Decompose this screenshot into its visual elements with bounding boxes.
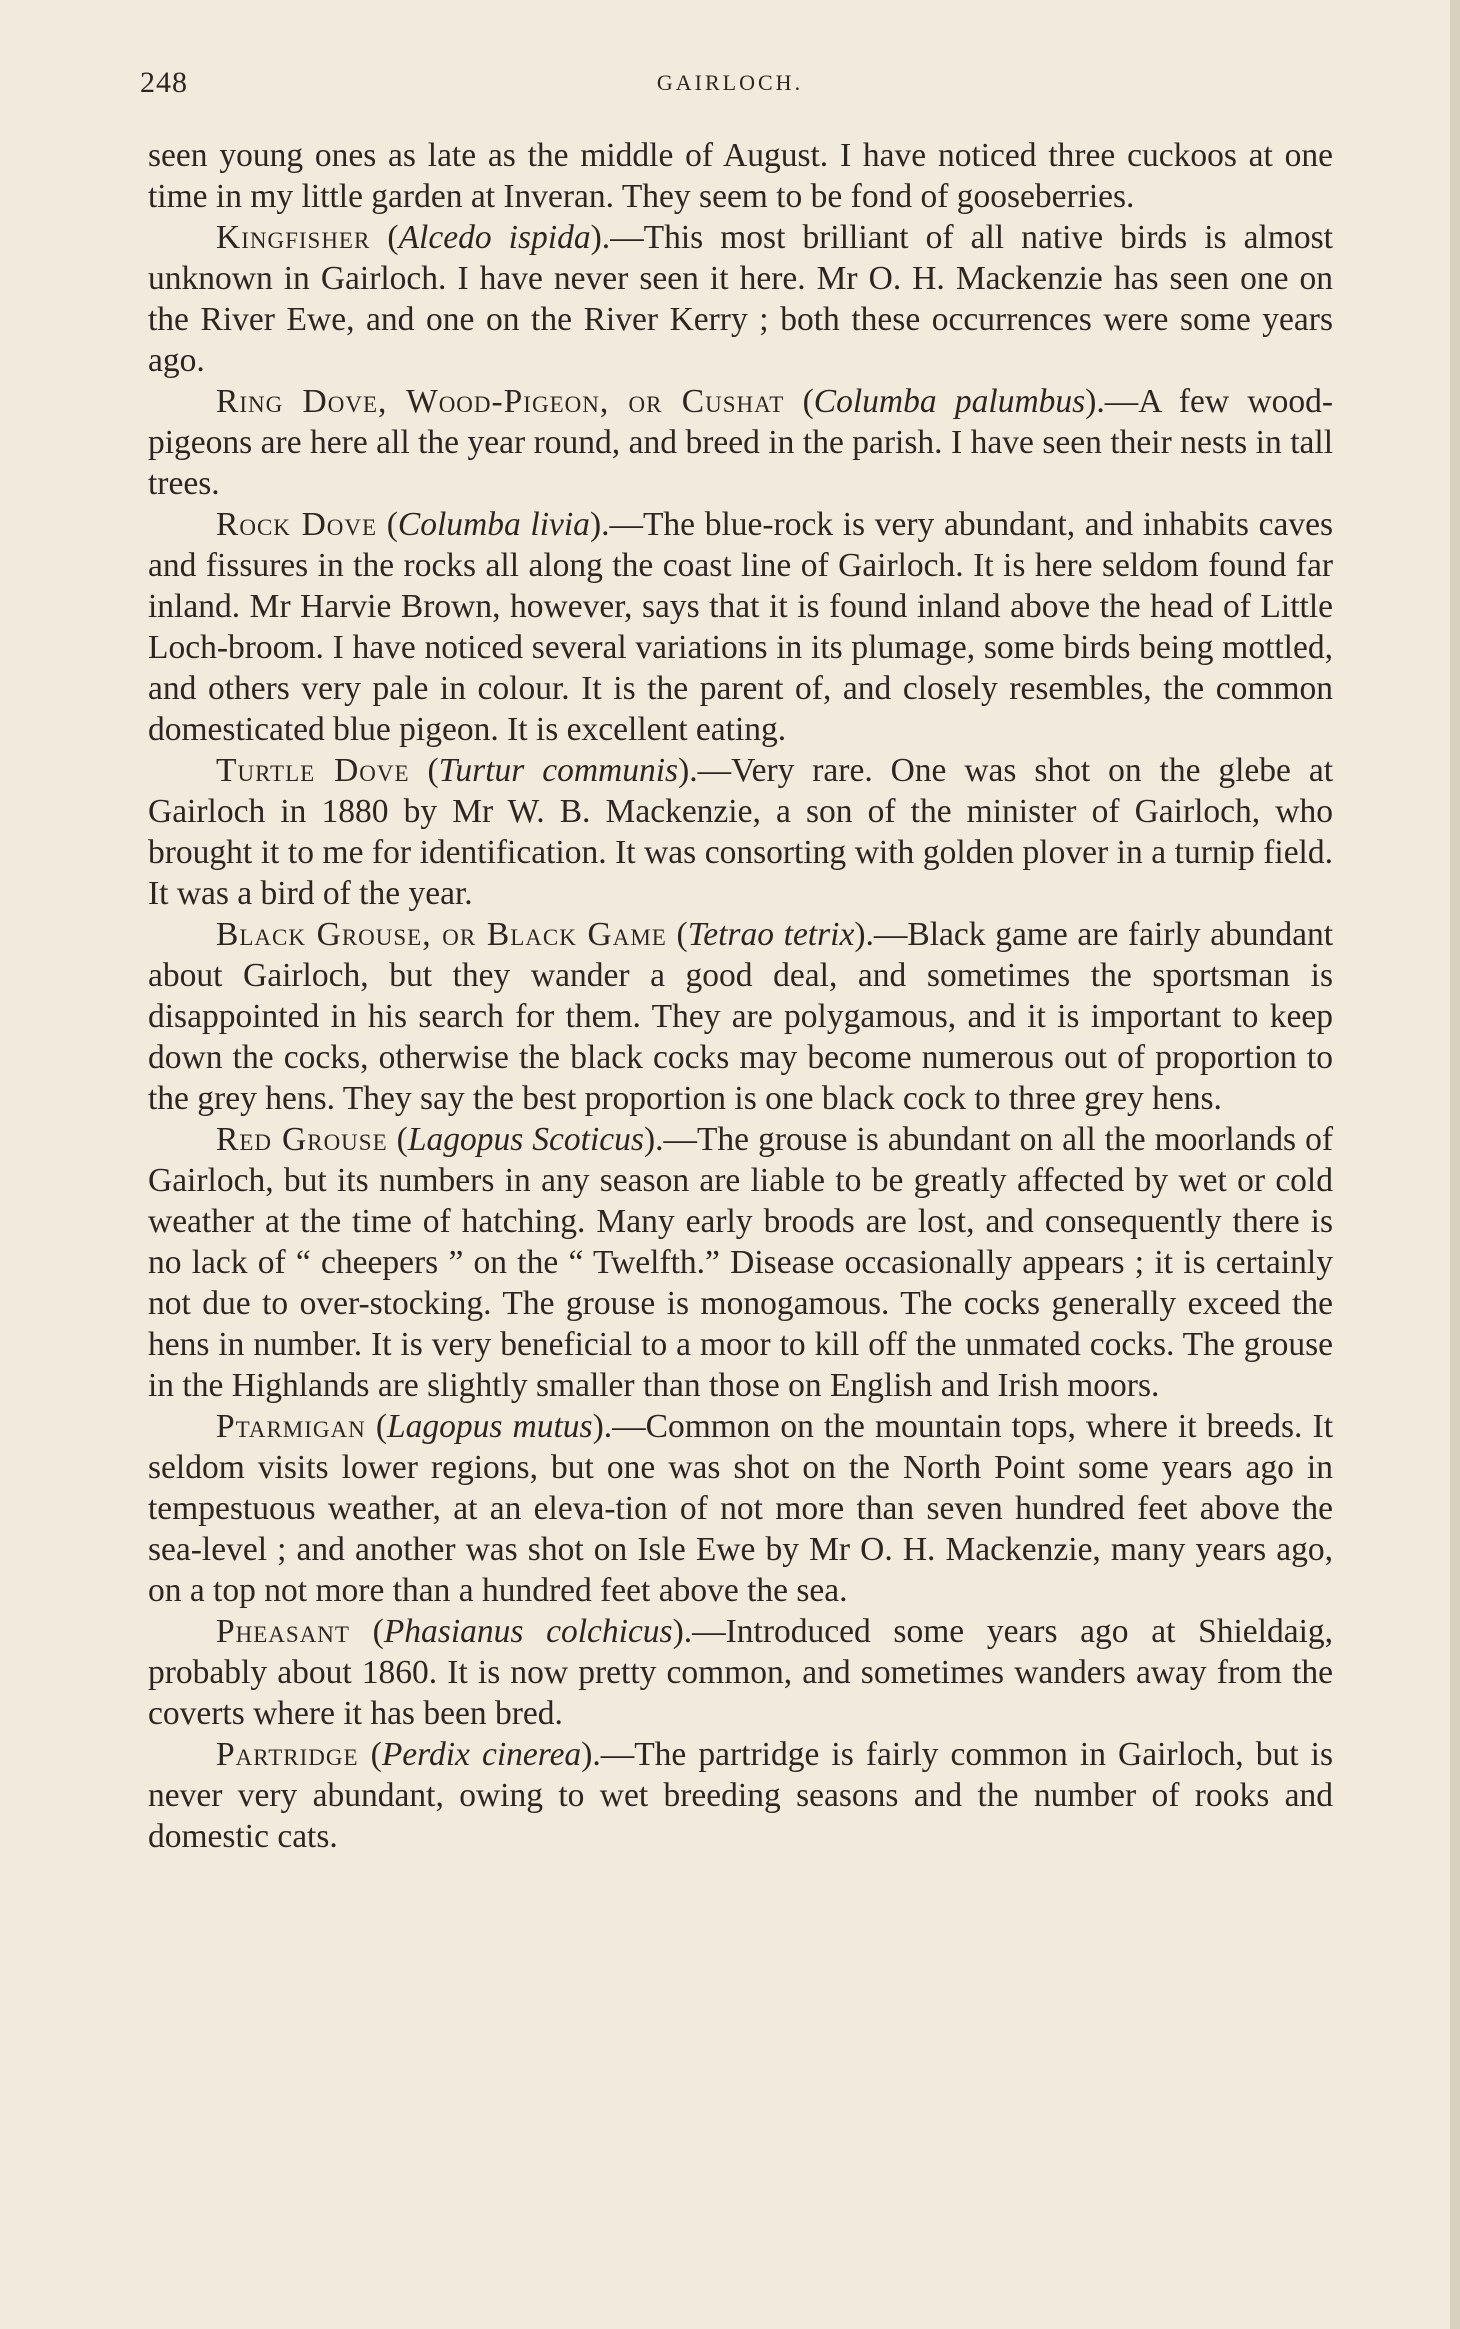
page-edge-shadow: [1450, 0, 1460, 2329]
latin-name: Columba palumbus: [813, 383, 1086, 420]
species-name: Ring Dove, Wood-Pigeon, or Cushat: [216, 383, 785, 420]
latin-name: Lagopus mutus: [387, 1408, 593, 1445]
species-name: Kingfisher: [216, 219, 371, 256]
paragraph-ring-dove: Ring Dove, Wood-Pigeon, or Cushat (Columba palumbus).—A few wood-pigeons are here all the year round, and breed in the parish. I have seen their nests in tall trees.: [148, 383, 1333, 502]
latin-name: Phasianus colchicus: [383, 1613, 673, 1650]
paragraph-text: —Introduced some years ago at Shieldaig, probably about 1860. It is now pretty common, and sometimes wanders away from the coverts where it has been bred.: [148, 1613, 1334, 1732]
latin-name: Turtur communis: [438, 752, 679, 789]
species-name: Partridge: [216, 1736, 359, 1773]
page-header: [0, 66, 1460, 106]
paragraph-black-grouse: Black Grouse, or Black Game (Tetrao tetrix).—Black game are fairly abundant about Gairloch, but they wander a good deal, and sometimes the sportsman is disappointed in his search for them. They are polygamous, and it is important to keep down the cocks, otherwise the black cocks may become numerous out of proportion to the grey hens. They say the best proportion is one black cock to three grey hens.: [148, 916, 1334, 1117]
species-name: Rock Dove: [216, 506, 378, 543]
paragraph-text: —Very rare. One was shot on the glebe at Gairloch in 1880 by Mr W. B. Mackenzie, a son of the minister of Gairloch, who brought it to me for identification. It was consorting with golden plover in a turnip field. It was a bird of the year.: [148, 752, 1333, 912]
paragraph-kingfisher: Kingfisher (Alcedo ispida).—This most brilliant of all native birds is almost unknown in Gairloch. I have never seen it here. Mr O. H. Mackenzie has seen one on the River Ewe, and one on the River Kerry ; both these occurrences were some years ago.: [148, 219, 1333, 379]
running-head: GAIRLOCH.: [656, 70, 804, 95]
paragraph-turtle-dove: Turtle Dove (Turtur communis).—Very rare. One was shot on the glebe at Gairloch in 1880 by Mr W. B. Mackenzie, a son of the minister of Gairloch, who brought it to me for identification. It was consorting with golden plover in a turnip field. It was a bird of the year.: [148, 752, 1333, 912]
paragraph-text: —This most brilliant of all native birds is almost unknown in Gairloch. I have never seen it here. Mr O. H. Mackenzie has seen one on the River Ewe, and one on the River Kerry ; both these occurrences were some years ago.: [148, 219, 1333, 379]
paragraph-red-grouse: Red Grouse (Lagopus Scoticus).—The grouse is abundant on all the moorlands of Gairloch, but its numbers in any season are liable to be greatly affected by wet or cold weather at the time of hatching. Many early broods are lost, and consequently there is no lack of “ cheepers ” on the “ Twelfth.” Disease occasionally appears ; it is certainly not due to over-stocking. The grouse is monogamous. The cocks generally exceed the hens in number. It is very beneficial to a moor to kill off the unmated cocks. The grouse in the Highlands are slightly smaller than those on English and Irish moors.: [148, 1121, 1334, 1404]
latin-name: Perdix cinerea: [381, 1736, 582, 1773]
paragraph-text: —A few wood-pigeons are here all the year round, and breed in the parish. I have seen their nests in tall trees.: [148, 383, 1333, 502]
paragraph-cuckoo-continued: [148, 135, 1333, 217]
body-text: [148, 135, 1333, 1857]
species-name: Pheasant: [216, 1613, 350, 1650]
paragraph-text: —The blue-rock is very abundant, and inhabits caves and fissures in the rocks all along the coast line of Gairloch. It is here seldom found far inland. Mr Harvie Brown, however, says that it is found inland above the head of Little Loch-broom. I have noticed several variations in its plumage, some birds being mottled, and others very pale in colour. It is the parent of, and closely resembles, the common domesticated blue pigeon. It is excellent eating.: [148, 506, 1333, 748]
latin-name: Alcedo ispida: [398, 219, 591, 256]
page-number: 248: [140, 66, 188, 99]
paragraph-partridge: Partridge (Perdix cinerea).—The partridge is fairly common in Gairloch, but is never very abundant, owing to wet breeding seasons and the number of rooks and domestic cats.: [148, 1736, 1334, 1855]
paragraph-ptarmigan: Ptarmigan (Lagopus mutus).—Common on the mountain tops, where it breeds. It seldom visits lower regions, but one was shot on the North Point some years ago in tempestuous weather, at an eleva-tion of not more than seven hundred feet above the sea-level ; and another was shot on Isle Ewe by Mr O. H. Mackenzie, many years ago, on a top not more than a hundred feet above the sea.: [148, 1408, 1333, 1609]
paragraph-text: —Common on the mountain tops, where it breeds. It seldom visits lower regions, but one was shot on the North Point some years ago in tempestuous weather, at an eleva-tion of not more than seven hundred feet above the sea-level ; and another was shot on Isle Ewe by Mr O. H. Mackenzie, many years ago, on a top not more than a hundred feet above the sea.: [148, 1408, 1333, 1609]
species-name: Ptarmigan: [216, 1408, 366, 1445]
species-name: Turtle Dove: [216, 752, 410, 789]
latin-name: Columba livia: [397, 506, 590, 543]
latin-name: Tetrao tetrix: [687, 916, 855, 953]
latin-name: Lagopus Scoticus: [407, 1121, 644, 1158]
paragraph-text: seen young ones as late as the middle of August. I have noticed three cuckoos at one time in my little garden at Inveran. They seem to be fond of gooseberries.: [148, 137, 1333, 215]
species-name: Red Grouse: [216, 1121, 388, 1158]
paragraph-text: —Black game are fairly abundant about Gairloch, but they wander a good deal, and sometimes the sportsman is disappointed in his search for them. They are polygamous, and it is important to keep down the cocks, otherwise the black cocks may become numerous out of proportion to the grey hens. They say the best proportion is one black cock to three grey hens.: [148, 916, 1334, 1117]
species-name: Black Grouse, or Black Game: [216, 916, 667, 953]
paragraph-text: —The grouse is abundant on all the moorlands of Gairloch, but its numbers in any season are liable to be greatly affected by wet or cold weather at the time of hatching. Many early broods are lost, and consequently there is no lack of “ cheepers ” on the “ Twelfth.” Disease occasionally appears ; it is certainly not due to over-stocking. The grouse is monogamous. The cocks generally exceed the hens in number. It is very beneficial to a moor to kill off the unmated cocks. The grouse in the Highlands are slightly smaller than those on English and Irish moors.: [148, 1121, 1334, 1404]
paragraph-rock-dove: Rock Dove (Columba livia).—The blue-rock is very abundant, and inhabits caves and fissures in the rocks all along the coast line of Gairloch. It is here seldom found far inland. Mr Harvie Brown, however, says that it is found inland above the head of Little Loch-broom. I have noticed several variations in its plumage, some birds being mottled, and others very pale in colour. It is the parent of, and closely resembles, the common domesticated blue pigeon. It is excellent eating.: [148, 506, 1333, 748]
paragraph-text: —The partridge is fairly common in Gairloch, but is never very abundant, owing to wet breeding seasons and the number of rooks and domestic cats.: [148, 1736, 1334, 1855]
paragraph-pheasant: Pheasant (Phasianus colchicus).—Introduced some years ago at Shieldaig, probably about 1860. It is now pretty common, and sometimes wanders away from the coverts where it has been bred.: [148, 1613, 1334, 1732]
